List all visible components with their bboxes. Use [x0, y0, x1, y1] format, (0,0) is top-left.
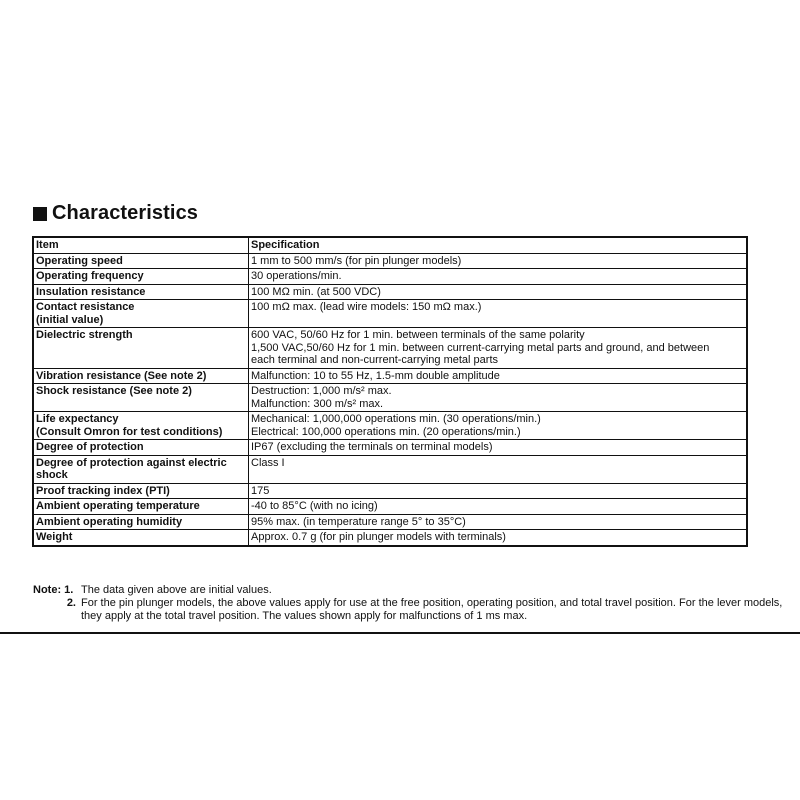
spec-line: 175	[251, 484, 270, 497]
note-label: Note:	[33, 584, 62, 596]
bullet-square-icon	[33, 207, 47, 221]
item-cell	[33, 384, 249, 412]
spec-cell	[249, 269, 748, 285]
table-row	[33, 514, 747, 530]
note-number: 2.	[66, 597, 76, 609]
spec-line: -40 to 85°C (with no icing)	[251, 500, 378, 512]
item-line: Contact resistance	[36, 301, 135, 313]
table-row	[33, 328, 747, 369]
spec-cell	[249, 284, 748, 300]
table-row	[33, 253, 747, 269]
item-cell	[33, 412, 249, 440]
item-cell	[33, 514, 249, 530]
table-row	[33, 384, 747, 412]
table-header-row	[33, 237, 747, 253]
item-cell	[33, 368, 249, 384]
spec-line: 600 VAC, 50/60 Hz for 1 min. between terminals of the same polarity	[251, 329, 585, 341]
characteristics-table	[32, 236, 748, 547]
table-row	[33, 269, 747, 285]
spec-line: Malfunction: 300 m/s² max.	[251, 397, 384, 410]
spec-line: Electrical: 100,000 operations min. (20 operations/min.)	[251, 425, 521, 438]
spec-line: Approx. 0.7 g (for pin plunger models with terminals)	[251, 531, 506, 543]
header-item: Item	[33, 237, 249, 253]
spec-cell	[249, 368, 748, 384]
spec-line: Malfunction: 10 to 55 Hz, 1.5-mm double amplitude	[251, 369, 500, 382]
item-cell	[33, 530, 249, 546]
spec-cell	[249, 253, 748, 269]
spec-line: Mechanical: 1,000,000 operations min. (30 operations/min.)	[251, 413, 541, 425]
spec-cell	[249, 530, 748, 546]
item-cell	[33, 440, 249, 456]
item-line: Degree of protection against electric	[36, 456, 227, 469]
header-specification: Specification	[249, 237, 748, 253]
spec-line: 30 operations/min.	[251, 270, 342, 282]
note-text: For the pin plunger models, the above values apply for use at the free position, operating position, and total travel position. For the lever models, they apply at the total travel position. The values shown apply for malfunctions of 1 ms max.	[81, 597, 783, 622]
spec-cell	[249, 328, 748, 369]
item-line: Proof tracking index (PTI)	[36, 484, 170, 497]
spec-line: 100 mΩ max. (lead wire models: 150 mΩ max.)	[251, 301, 482, 313]
item-line: Operating frequency	[36, 270, 144, 282]
note-text: The data given above are initial values.	[81, 584, 272, 596]
item-cell	[33, 253, 249, 269]
spec-cell	[249, 483, 748, 499]
spec-line: 1 mm to 500 mm/s (for pin plunger models)	[251, 254, 462, 267]
item-line: Insulation resistance	[36, 285, 146, 298]
item-cell	[33, 328, 249, 369]
item-line: Degree of protection	[36, 441, 144, 453]
item-line: Shock resistance (See note 2)	[36, 385, 192, 397]
spec-cell	[249, 384, 748, 412]
item-cell	[33, 455, 249, 483]
spec-line: 100 MΩ min. (at 500 VDC)	[251, 285, 381, 298]
section-heading	[33, 202, 198, 225]
spec-line: 1,500 VAC,50/60 Hz for 1 min. between current-carrying metal parts and ground, and between	[251, 341, 710, 354]
item-cell	[33, 499, 249, 515]
item-cell	[33, 269, 249, 285]
table-row	[33, 412, 747, 440]
notes-block	[33, 584, 800, 623]
table-row	[33, 284, 747, 300]
spec-line: 95% max. (in temperature range 5° to 35°C)	[251, 515, 466, 528]
item-cell	[33, 483, 249, 499]
table-row	[33, 368, 747, 384]
item-line: Life expectancy	[36, 413, 119, 425]
spec-line: Class I	[251, 456, 285, 469]
note-1	[33, 584, 800, 597]
table-row	[33, 499, 747, 515]
spec-line: Destruction: 1,000 m/s² max.	[251, 385, 392, 397]
section-title: Characteristics	[52, 202, 199, 224]
table-row	[33, 483, 747, 499]
spec-cell	[249, 412, 748, 440]
spec-cell	[249, 514, 748, 530]
item-cell	[33, 300, 249, 328]
item-line: Weight	[36, 531, 73, 543]
spec-cell	[249, 440, 748, 456]
note-number: 1.	[64, 584, 74, 596]
item-line: Vibration resistance (See note 2)	[36, 369, 207, 382]
note-2	[33, 597, 800, 623]
item-line: Operating speed	[36, 254, 123, 267]
spec-line: IP67 (excluding the terminals on terminal models)	[251, 441, 493, 453]
item-line: Dielectric strength	[36, 329, 133, 341]
table-row	[33, 440, 747, 456]
item-line: shock	[36, 469, 68, 481]
spec-cell	[249, 499, 748, 515]
item-line: (Consult Omron for test conditions)	[36, 425, 223, 438]
item-line: Ambient operating temperature	[36, 500, 200, 512]
table-row	[33, 530, 747, 546]
spec-line: each terminal and non-current-carrying metal parts	[251, 354, 499, 366]
item-line: (initial value)	[36, 313, 104, 326]
item-line: Ambient operating humidity	[36, 515, 183, 528]
item-cell	[33, 284, 249, 300]
table-row	[33, 455, 747, 483]
horizontal-rule	[0, 632, 800, 634]
spec-cell	[249, 300, 748, 328]
spec-cell	[249, 455, 748, 483]
table-row	[33, 300, 747, 328]
